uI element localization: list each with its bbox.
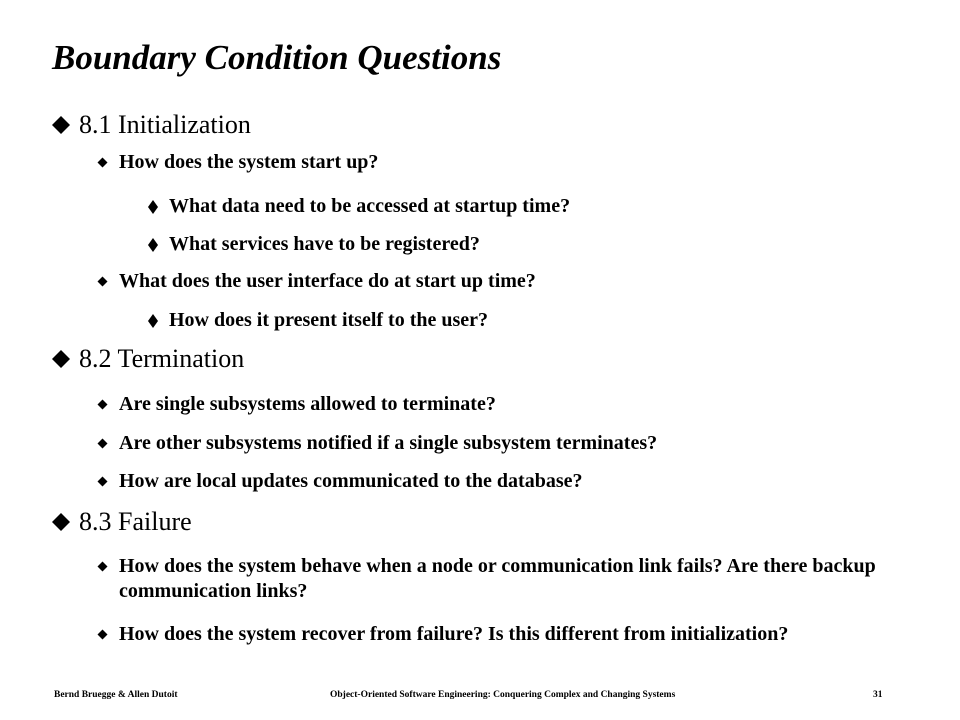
sub-bullet-text: What data need to be accessed at startup time? bbox=[169, 195, 571, 217]
section-initialization bbox=[50, 110, 251, 140]
diamond-bullet-icon bbox=[97, 399, 108, 410]
section-heading: 8.1 Initialization bbox=[79, 110, 251, 139]
sub-bullet-text: How does it present itself to the user? bbox=[169, 309, 489, 331]
sub-bullet-item bbox=[147, 308, 947, 333]
diamond-bullet-icon bbox=[97, 276, 108, 287]
section-heading: 8.2 Termination bbox=[79, 344, 245, 373]
bullet-item bbox=[97, 392, 942, 417]
page-number: 31 bbox=[873, 690, 883, 700]
bullet-text: Are other subsystems notified if a single subsystem terminates? bbox=[119, 432, 658, 454]
bullet-text: What does the user interface do at start up time? bbox=[119, 270, 536, 292]
tall-diamond-bullet-icon bbox=[148, 238, 158, 252]
bullet-item bbox=[97, 431, 942, 456]
bullet-text: How does the system start up? bbox=[119, 151, 379, 173]
section-heading: 8.3 Failure bbox=[79, 507, 192, 536]
diamond-bullet-icon bbox=[97, 561, 108, 572]
bullet-text: How does the system recover from failure? Is this different from initialization? bbox=[119, 623, 789, 645]
bullet-item bbox=[97, 469, 942, 494]
footer-authors: Bernd Bruegge & Allen Dutoit bbox=[54, 690, 178, 700]
bullet-item bbox=[97, 622, 942, 647]
bullet-text: How does the system behave when a node or communication link fails? Are there backup communication links? bbox=[119, 555, 876, 602]
slide-title: Boundary Condition Questions bbox=[52, 38, 502, 77]
sub-bullet-item bbox=[147, 194, 947, 219]
footer-book-title: Object-Oriented Software Engineering: Conquering Complex and Changing Systems bbox=[330, 690, 676, 700]
bullet-item bbox=[97, 150, 942, 175]
sub-bullet-item bbox=[147, 232, 947, 257]
tall-diamond-bullet-icon bbox=[148, 314, 158, 328]
diamond-bullet-icon bbox=[50, 511, 72, 533]
diamond-bullet-icon bbox=[50, 348, 72, 370]
bullet-text: How are local updates communicated to the database? bbox=[119, 470, 583, 492]
diamond-bullet-icon bbox=[97, 629, 108, 640]
section-termination bbox=[50, 344, 244, 374]
section-failure bbox=[50, 507, 192, 537]
bullet-item bbox=[97, 269, 942, 294]
diamond-bullet-icon bbox=[97, 438, 108, 449]
bullet-text: Are single subsystems allowed to terminate? bbox=[119, 393, 496, 415]
diamond-bullet-icon bbox=[97, 157, 108, 168]
diamond-bullet-icon bbox=[97, 476, 108, 487]
diamond-bullet-icon bbox=[50, 114, 72, 136]
sub-bullet-text: What services have to be registered? bbox=[169, 233, 480, 255]
bullet-item bbox=[97, 554, 942, 604]
tall-diamond-bullet-icon bbox=[148, 200, 158, 214]
